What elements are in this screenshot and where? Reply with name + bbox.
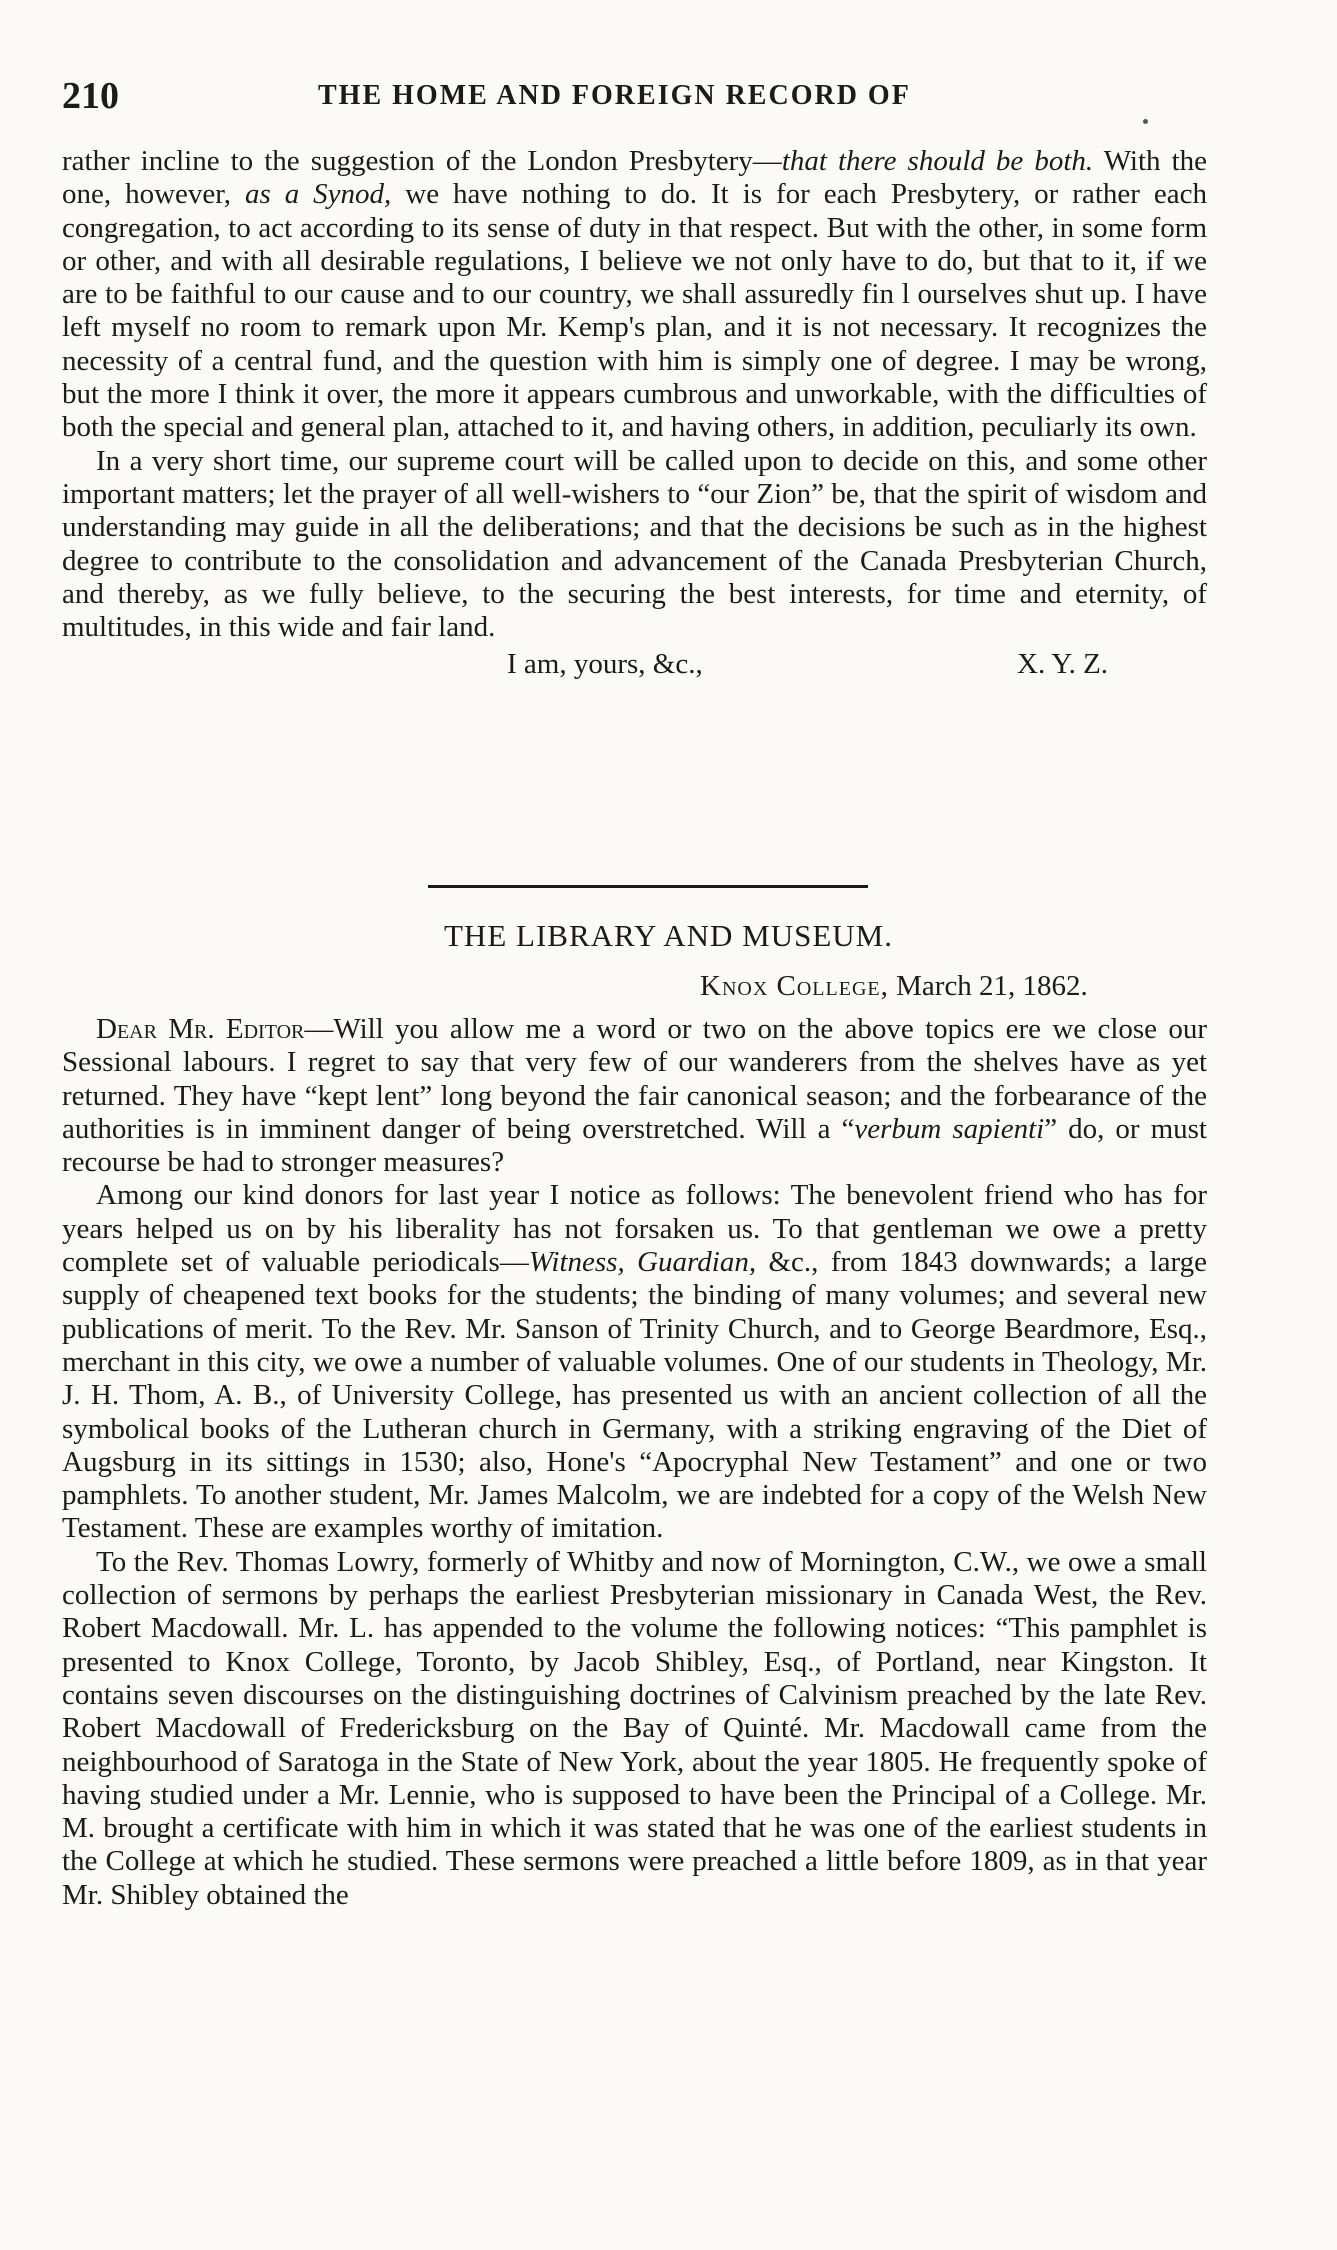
salutation: Dear Mr. Editor <box>96 1013 305 1045</box>
signoff <box>62 648 1207 688</box>
paragraph: Among our kind donors for last year I notice as follows: The benevolent friend who has for years helped us on by his liberality has not forsaken us. To that gentleman we owe a pretty complete set of valuable periodicals—Witness, Guardian, &c., from 1843 downwards; a large supply of cheapened text books for the students; the binding of many volumes; and several new publications of merit. To the Rev. Mr. Sanson of Trinity Church, and to George Beardmore, Esq., merchant in this city, we owe a number of valuable volumes. One of our students in Theology, Mr. J. H. Thom, A. B., of University College, has presented us with an ancient collection of all the symbolical books of the Lutheran church in Germany, with a striking engraving of the Diet of Augsburg in its sittings in 1530; also, Hone's “Apocryphal New Testament” and one or two pamphlets. To another student, Mr. James Malcolm, we are indebted for a copy of the Welsh New Testament. These are examples worthy of imitation. <box>62 1179 1207 1545</box>
letter-continuation <box>62 145 1207 688</box>
section-heading: THE LIBRARY AND MUSEUM. <box>444 918 893 953</box>
paragraph: In a very short time, our supreme court will be called upon to decide on this, and some other important matters; let the prayer of all well-wishers to “our Zion” be, that the spirit of wisdom and understanding may guide in all the deliberations; and that the decisions be such as in the highest degree to contribute to the consolidation and advancement of the Canada Presbyterian Church, and thereby, as we fully believe, to the securing the best interests, for time and eternity, of multitudes, in this wide and fair land. <box>62 444 1207 644</box>
paragraph: rather incline to the suggestion of the London Presbytery—that there should be both. With the one, however, as a Synod, we have nothing to do. It is for each Presbytery, or rather each congregation, to act according to its sense of duty in that respect. But with the other, in some form or other, and with all desirable regulations, I believe we not only have to do, but that to it, if we are to be faithful to our cause and to our country, we shall assuredly fin l ourselves shut up. I have left myself no room to remark upon Mr. Kemp's plan, and it is not necessary. It recognizes the necessity of a central fund, and the question with him is simply one of degree. I may be wrong, but the more I think it over, the more it appears cumbrous and unworkable, with the difficulties of both the special and general plan, attached to it, and having others, in addition, peculiarly its own. <box>62 145 1208 444</box>
dateline: Knox College, March 21, 1862. <box>700 970 1088 1002</box>
paragraph: To the Rev. Thomas Lowry, formerly of Whitby and now of Mornington, C.W., we owe a small collection of sermons by perhaps the earliest Presbyterian missionary in Canada West, the Rev. Robert Macdowall. Mr. L. has appended to the volume the following notices: “This pamphlet is presented to Knox College, Toronto, by Jacob Shibley, Esq., of Portland, near Kingston. It contains seven discourses on the distinguishing doctrines of Calvinism preached by the late Rev. Robert Macdowall of Fredericksburg on the Bay of Quinté. Mr. Macdowall came from the neighbourhood of Saratoga in the State of New York, about the year 1805. He frequently spoke of having studied under a Mr. Lennie, who is supposed to have been the Principal of a College. Mr. M. brought a certificate with him in which it was stated that he was one of the earliest students in the College at which he studied. These sermons were preached a little before 1809, as in that year Mr. Shibley obtained the <box>62 1545 1207 1911</box>
running-title: THE HOME AND FOREIGN RECORD OF <box>318 80 911 111</box>
section-divider <box>428 885 868 888</box>
signature-initials: X. Y. Z. <box>1017 648 1109 681</box>
closing: I am, yours, &c., <box>507 648 703 681</box>
scan-speck <box>1143 119 1148 124</box>
letter-body <box>62 1013 1207 1912</box>
page-header <box>0 68 1337 128</box>
paragraph: Dear Mr. Editor—Will you allow me a word or two on the above topics ere we close our Sessional labours. I regret to say that very few of our wanderers from the shelves have as yet returned. They have “kept lent” long beyond the fair canonical season; and the forbearance of the authorities is in imminent danger of being overstretched. Will a “verbum sapienti” do, or must recourse be had to stronger measures? <box>62 1013 1207 1179</box>
page-number: 210 <box>62 75 119 117</box>
